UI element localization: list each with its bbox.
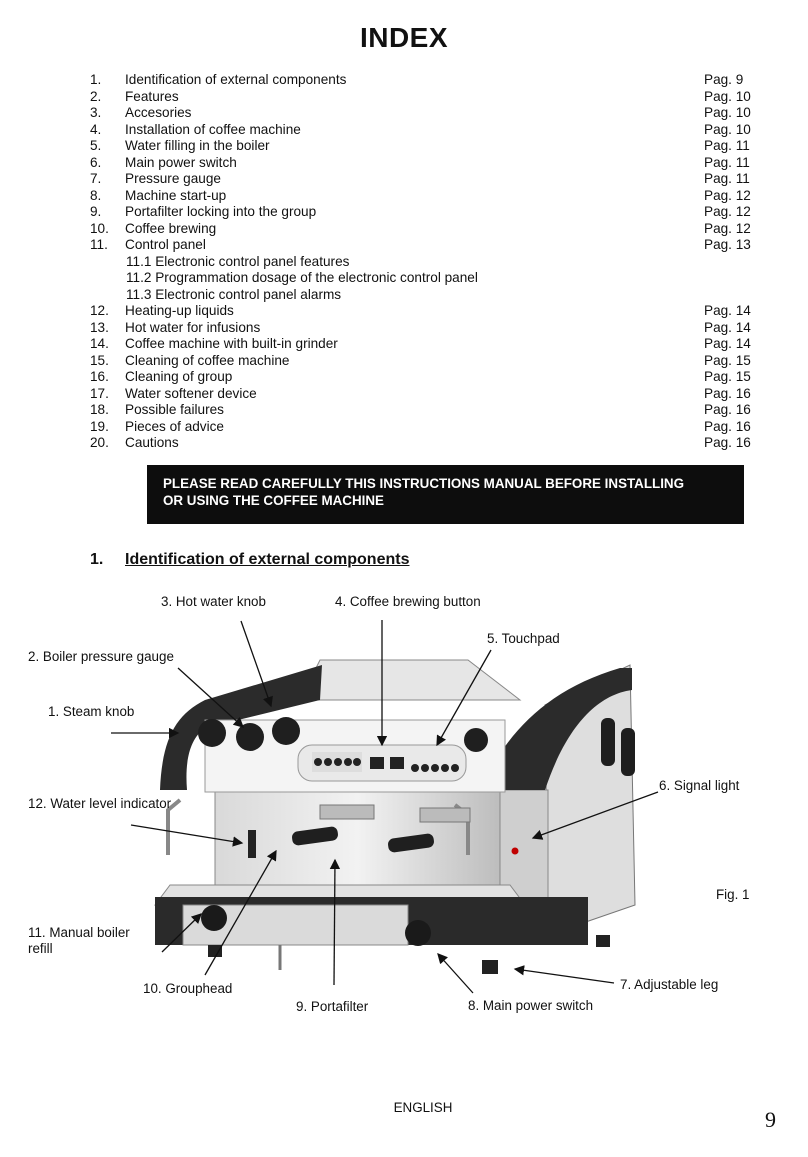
- toc-page-ref: Pag. 14: [704, 319, 751, 335]
- label-main-power-switch: 8. Main power switch: [468, 998, 594, 1013]
- toc-number: 17.: [90, 385, 109, 401]
- toc-page-ref: Pag. 16: [704, 385, 751, 401]
- label-manual-boiler-refill: [28, 925, 130, 957]
- toc-entry-text: Identification of external components: [125, 72, 347, 87]
- toc-page-ref: Pag. 9: [704, 72, 744, 87]
- toc-page-ref: Pag. 12: [704, 204, 751, 219]
- toc-number: 11.: [90, 237, 108, 252]
- toc-number: 9.: [90, 204, 102, 219]
- toc-entry-text: 11.2 Programmation dosage of the electronic control panel: [126, 270, 478, 285]
- page-title: INDEX: [359, 22, 449, 53]
- toc-page-ref: Pag. 13: [704, 237, 751, 252]
- toc-page-ref: Pag. 15: [704, 369, 751, 384]
- footer-language: ENGLISH: [393, 1100, 453, 1115]
- toc-entry-text: Coffee brewing: [125, 220, 217, 236]
- toc-entry-text: 11.1 Electronic control panel features: [126, 253, 350, 269]
- toc-entry-text: Cleaning of group: [125, 369, 233, 384]
- label-portafilter: 9. Portafilter: [296, 999, 369, 1014]
- toc-number: 19.: [90, 418, 109, 434]
- toc-number: 2.: [90, 88, 102, 104]
- toc-entry-text: Main power switch: [125, 154, 237, 170]
- toc-entry-text: Heating-up liquids: [125, 303, 234, 318]
- toc-page-ref: Pag. 15: [704, 352, 751, 368]
- label-water-level-indicator: 12. Water level indicator: [28, 796, 172, 811]
- label-touchpad: 5. Touchpad: [487, 631, 560, 646]
- label-manual-boiler-refill-line1: 11. Manual boiler: [28, 925, 130, 940]
- section-title: Identification of external components: [125, 551, 410, 568]
- toc-entry-text: Possible failures: [125, 402, 224, 417]
- toc-entry-text: Installation of coffee machine: [125, 121, 301, 137]
- toc-number: 7.: [90, 171, 102, 186]
- toc-page-ref: Pag. 14: [704, 303, 751, 318]
- label-boiler-pressure-gauge: 2. Boiler pressure gauge: [28, 649, 174, 664]
- label-manual-boiler-refill-line2: refill: [28, 941, 53, 956]
- toc-number: 13.: [90, 319, 109, 335]
- toc-page-ref: Pag. 16: [704, 418, 751, 434]
- toc-number: 18.: [90, 402, 109, 417]
- toc-number: 8.: [90, 187, 102, 203]
- toc-number: 15.: [90, 352, 109, 368]
- toc-page-ref: Pag. 14: [704, 336, 751, 351]
- toc-entry-text: Features: [125, 88, 179, 104]
- toc-entry-text: Machine start-up: [125, 187, 227, 203]
- label-coffee-brewing-button: 4. Coffee brewing button: [335, 594, 481, 609]
- toc-entry-text: Pieces of advice: [125, 418, 224, 434]
- toc-entry-text: Coffee machine with built-in grinder: [125, 336, 338, 351]
- toc-entry-text: Cleaning of coffee machine: [125, 352, 290, 368]
- label-grouphead: 10. Grouphead: [143, 981, 233, 996]
- notice-line-2: OR USING THE COFFEE MACHINE: [163, 493, 384, 508]
- toc-entry-text: 11.3 Electronic control panel alarms: [126, 286, 342, 302]
- toc-page-ref: Pag. 16: [704, 402, 751, 417]
- label-steam-knob: 1. Steam knob: [48, 704, 135, 719]
- toc-entry-text: Cautions: [125, 435, 179, 450]
- toc-number: 5.: [90, 138, 102, 153]
- toc-page-ref: Pag. 10: [704, 121, 751, 137]
- toc-page-ref: Pag. 12: [704, 220, 751, 236]
- section-number: 1.: [90, 551, 104, 568]
- toc-number: 3.: [90, 105, 102, 120]
- toc-number: 20.: [90, 435, 109, 450]
- figure-caption: Fig. 1: [716, 887, 750, 902]
- toc-page-ref: Pag. 11: [704, 154, 750, 170]
- label-adjustable-leg: 7. Adjustable leg: [620, 977, 719, 992]
- toc-entry-text: Pressure gauge: [125, 171, 221, 186]
- toc-page-ref: Pag. 16: [704, 435, 751, 450]
- label-hot-water-knob: 3. Hot water knob: [161, 594, 266, 609]
- notice-line-1: PLEASE READ CAREFULLY THIS INSTRUCTIONS MANUAL BEFORE INSTALLING: [163, 476, 685, 491]
- machine-drawing: [155, 660, 635, 974]
- toc-number: 10.: [90, 220, 109, 236]
- toc-page-ref: Pag. 11: [704, 138, 750, 153]
- toc-entry-text: Accesories: [125, 105, 192, 120]
- label-signal-light: 6. Signal light: [659, 778, 740, 793]
- toc-entry-text: Water filling in the boiler: [125, 138, 270, 153]
- toc-entry-text: Water softener device: [125, 385, 257, 401]
- toc-page-ref: Pag. 10: [704, 105, 751, 120]
- toc-page-ref: Pag. 10: [704, 88, 751, 104]
- toc-number: 16.: [90, 369, 109, 384]
- toc-entry-text: Control panel: [125, 237, 206, 252]
- toc-number: 1.: [90, 72, 102, 87]
- page-number: 9: [765, 1107, 776, 1132]
- toc-number: 6.: [90, 154, 102, 170]
- toc-entry-text: Portafilter locking into the group: [125, 204, 317, 219]
- toc-page-ref: Pag. 11: [704, 171, 750, 186]
- toc-number: 4.: [90, 121, 102, 137]
- toc-number: 12.: [90, 303, 109, 318]
- toc-page-ref: Pag. 12: [704, 187, 751, 203]
- toc-number: 14.: [90, 336, 109, 351]
- toc-entry-text: Hot water for infusions: [125, 319, 261, 335]
